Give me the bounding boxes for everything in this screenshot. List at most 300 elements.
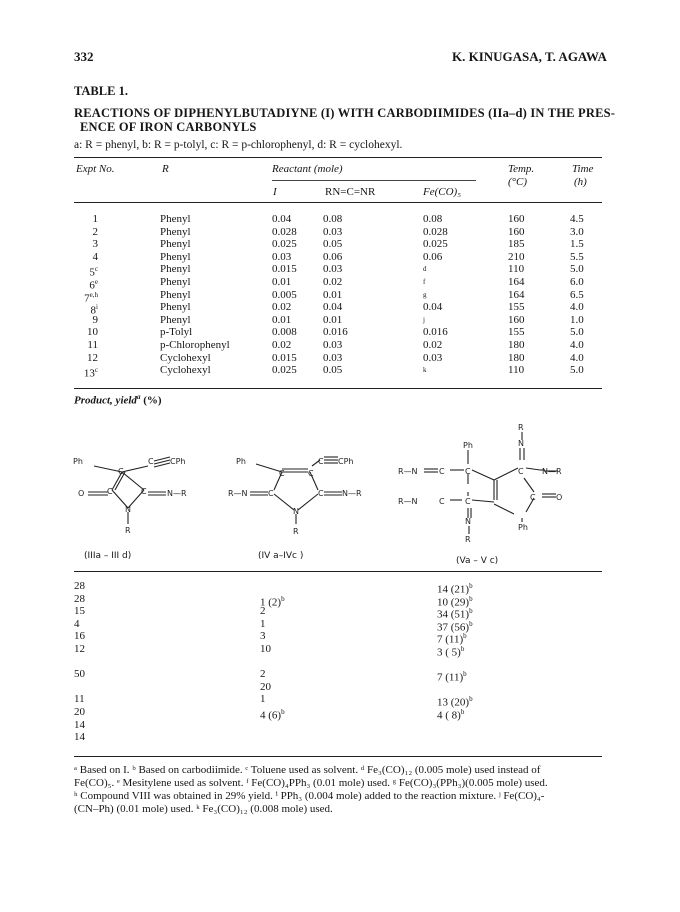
table-row-fe	[423, 263, 448, 276]
table-row-r-text: Phenyl	[160, 213, 191, 225]
svg-text:CPh: CPh	[338, 457, 354, 466]
table-row-time	[570, 276, 584, 289]
table-row-i-text: 0.02	[272, 338, 292, 351]
top-rule	[74, 157, 602, 158]
table-row-rncnr-text: 0.02	[323, 275, 343, 288]
yield-row-IV-text: 10	[260, 642, 271, 655]
table-row-i-text: 0.025	[272, 364, 297, 377]
yield-row-III	[74, 630, 85, 643]
footnote-line2: Fe(CO)₅. ᵉ Mesitylene used as solvent. ᶠ Fe(CO)₄PPh₃ (0.01 mole) used. ᵍ Fe(CO)₃(PPh₃)(0.005 mole) used.	[74, 777, 548, 789]
yield-row-IV	[260, 580, 285, 593]
svg-text:C: C	[465, 497, 471, 506]
table-row-fe: 0.028	[423, 225, 448, 238]
table-row-temp-text: 160	[508, 213, 525, 225]
yield-row-III	[74, 643, 85, 656]
table-row-temp-text: 110	[508, 364, 525, 377]
structure-IV-label: (IV a–IVc )	[258, 551, 304, 561]
yield-row-III-text: 14	[74, 731, 85, 744]
table-row-time-text: 6.5	[570, 288, 584, 301]
yield-row-IV-text: 1 (2)	[260, 596, 282, 609]
svg-text:R: R	[465, 535, 471, 544]
svg-text:C: C	[148, 457, 154, 466]
table-row-i	[272, 314, 297, 327]
table-row-temp	[508, 352, 525, 365]
table-row-expt-sup: c	[94, 265, 98, 274]
yield-row-IV-text: 1	[260, 617, 266, 630]
table-row-expt-text: 13	[83, 367, 95, 380]
table-row-rncnr	[323, 238, 348, 251]
svg-text:N—R: N—R	[167, 489, 187, 498]
yield-row-III	[74, 668, 85, 681]
product-label-sup: a	[136, 393, 141, 401]
table-row-i	[272, 238, 297, 251]
table-row-expt	[74, 213, 98, 226]
table-row-rncnr-text: 0.05	[323, 364, 343, 377]
svg-text:C: C	[465, 467, 471, 476]
svg-text:O: O	[556, 493, 563, 502]
table-row-time	[570, 251, 584, 264]
svg-text:R: R	[293, 527, 299, 536]
table-row-r	[160, 238, 230, 251]
table-row-i	[272, 364, 297, 377]
table-row-time-text: 4.0	[570, 301, 584, 314]
table-row-expt-text: 7	[84, 292, 90, 305]
column-rncnr-values	[323, 213, 348, 377]
table-row-rncnr-text: 0.03	[323, 225, 343, 238]
table-row-i-text: 0.005	[272, 288, 297, 301]
yield-row-IV-text: 1	[260, 693, 266, 706]
table-row-expt	[74, 251, 98, 264]
table-row-time	[570, 326, 584, 339]
table-row-temp-text: 180	[508, 338, 525, 351]
table-label: TABLE 1.	[74, 84, 128, 98]
yield-row-III-text: 28	[74, 580, 85, 592]
yield-row-IV	[260, 643, 285, 656]
svg-text:C: C	[518, 467, 524, 476]
table-row-i-text: 0.025	[272, 238, 297, 251]
product-label-unit: (%)	[143, 394, 162, 407]
yield-row-V-text: 13 (20)	[437, 697, 470, 709]
svg-text:C: C	[530, 493, 536, 502]
table-row-r-text: p-Chlorophenyl	[160, 338, 230, 351]
table-row-temp-text: 155	[508, 326, 525, 339]
svg-text:C: C	[141, 487, 147, 496]
table-row-time	[570, 263, 584, 276]
yield-row-III	[74, 605, 85, 618]
table-row-rncnr	[323, 364, 348, 377]
svg-text:N: N	[293, 507, 299, 516]
table-row-expt	[74, 326, 98, 339]
table-row-i-text: 0.04	[272, 213, 292, 225]
yield-row-IV-text: 2	[260, 605, 266, 618]
table-row-expt-text: 2	[92, 225, 98, 238]
structure-III	[70, 440, 200, 540]
svg-text:N—R: N—R	[342, 489, 362, 498]
col-fe: Fe(CO)₅	[423, 186, 462, 198]
yield-row-V-text: 7 (11)	[437, 671, 464, 684]
table-row-temp	[508, 326, 525, 339]
body-rule	[74, 388, 602, 389]
column-temp-values	[508, 213, 525, 377]
table-row-temp	[508, 226, 525, 239]
table-row-rncnr-text: 0.016	[323, 326, 348, 339]
table-row-r-text: Phenyl	[160, 288, 191, 301]
bottom-rule	[74, 756, 602, 757]
table-row-r-text: Phenyl	[160, 225, 191, 238]
table-row-fe: 0.04	[423, 301, 443, 314]
yield-row-V	[437, 693, 473, 709]
table-row-temp	[508, 301, 525, 314]
table-row-i	[272, 263, 297, 276]
yield-row-III-text: 28	[74, 592, 85, 605]
yield-row-III-text: 12	[74, 642, 85, 655]
table-row-i	[272, 352, 297, 365]
table-row-rncnr	[323, 251, 348, 264]
table-row-expt-text: 4	[92, 250, 98, 263]
table-row-expt	[74, 314, 98, 327]
yield-row-V-sup: b	[463, 632, 467, 641]
table-row-temp-text: 164	[508, 288, 525, 301]
table-row-r	[160, 289, 230, 302]
table-row-rncnr	[323, 314, 348, 327]
table-row-r-text: Cyclohexyl	[160, 351, 211, 364]
yield-row-III-text: 4	[74, 617, 80, 630]
table-row-i	[272, 339, 297, 352]
yield-row-IV-text: 20	[260, 680, 271, 693]
svg-text:O: O	[78, 489, 85, 498]
table-row-i	[272, 213, 297, 226]
footnote-line4: (CN–Ph) (0.01 mole) used. ᵏ Fe₃(CO)₁₂ (0.008 mole) used.	[74, 803, 333, 815]
page-number: 332	[74, 49, 94, 64]
reactant-subrule	[272, 180, 476, 181]
yield-row-IV-text: 3	[260, 630, 266, 643]
table-row-rncnr-text: 0.06	[323, 250, 343, 263]
yield-row-IV	[260, 731, 285, 744]
table-row-i	[272, 226, 297, 239]
svg-text:N: N	[518, 439, 524, 448]
structures-rule	[74, 571, 602, 572]
table-row-expt	[74, 238, 98, 251]
col-expt-no: Expt No.	[76, 163, 115, 175]
table-title-line1: REACTIONS OF DIPHENYLBUTADIYNE (I) WITH CARBODIIMIDES (IIa–d) IN THE PRES-	[74, 106, 616, 120]
table-row-temp	[508, 314, 525, 327]
col-reactant: Reactant (mole)	[272, 163, 343, 175]
yield-row-V	[437, 580, 473, 596]
table-row-fe: 0.016	[423, 326, 448, 339]
table-row-temp	[508, 213, 525, 226]
table-row-rncnr-text: 0.04	[323, 301, 343, 314]
table-row-time-text: 3.0	[570, 225, 584, 238]
yield-row-III	[74, 593, 85, 606]
table-row-time-text: 4.0	[570, 351, 584, 364]
column-r-values	[160, 213, 230, 377]
table-row-r-text: Phenyl	[160, 313, 191, 326]
svg-text:C: C	[308, 469, 314, 478]
table-row-time	[570, 352, 584, 365]
yield-row-IV	[260, 630, 285, 643]
table-row-time	[570, 213, 584, 226]
table-row-time	[570, 314, 584, 327]
table-row-temp-text: 110	[508, 263, 525, 276]
yield-row-V	[437, 668, 473, 684]
svg-text:R—N: R—N	[398, 497, 418, 506]
product-label-text: Product, yield	[74, 394, 137, 407]
table-row-rncnr-text: 0.05	[323, 238, 343, 251]
table-row-r	[160, 326, 230, 339]
yield-row-V-sup: b	[469, 619, 473, 628]
substituent-legend: a: R = phenyl, b: R = p-tolyl, c: R = p-chlorophenyl, d: R = cyclohexyl.	[74, 139, 403, 151]
table-row-temp-text: 160	[508, 225, 525, 238]
svg-text:C: C	[318, 457, 324, 466]
yield-column-III	[74, 580, 85, 744]
table-row-r	[160, 314, 230, 327]
table-row-rncnr	[323, 213, 348, 226]
svg-text:C: C	[318, 489, 324, 498]
table-row-rncnr	[323, 276, 348, 289]
table-row-expt-sup: e	[94, 277, 98, 286]
svg-text:R—N: R—N	[228, 489, 248, 498]
column-expt-values	[74, 213, 98, 380]
table-row-r-text: Cyclohexyl	[160, 364, 211, 377]
yield-row-III-text: 14	[74, 718, 85, 731]
table-row-expt-sup: c	[94, 366, 98, 375]
yield-row-V-sup: b	[463, 670, 467, 679]
table-row-expt-text: 3	[92, 238, 98, 251]
table-row-i-text: 0.015	[272, 263, 297, 276]
table-row-fe	[423, 289, 448, 302]
table-row-rncnr	[323, 339, 348, 352]
table-row-rncnr-text: 0.03	[323, 351, 343, 364]
table-row-temp-text: 185	[508, 238, 525, 251]
structure-V-label: (Va – V c)	[456, 556, 499, 566]
yield-row-III-text: 15	[74, 605, 85, 618]
table-row-r	[160, 263, 230, 276]
table-row-i-text: 0.01	[272, 275, 292, 288]
table-row-temp	[508, 289, 525, 302]
yield-row-III-text: 16	[74, 630, 85, 643]
yield-row-V-sup: b	[460, 707, 465, 716]
yield-row-V-text: 7 (11)	[437, 634, 464, 647]
yield-row-IV	[260, 668, 285, 681]
svg-text:R: R	[125, 526, 131, 535]
table-row-expt-text: 8	[90, 304, 97, 317]
col-temp-unit: (°C)	[508, 176, 528, 188]
yield-row-V	[437, 593, 473, 609]
yield-row-V-text: 3 ( 5)	[437, 646, 461, 659]
footnote-line1: ᵃ Based on I. ᵇ Based on carbodiimide. ᶜ Toluene used as solvent. ᵈ Fe₃(CO)₁₂ (0.005 mole) used instead of	[74, 764, 541, 776]
yield-row-V-text: 10 (29)	[437, 596, 470, 609]
table-row-rncnr	[323, 352, 348, 365]
table-row-time	[570, 289, 584, 302]
yield-row-V-sup: b	[469, 582, 473, 590]
yield-row-IV	[260, 593, 285, 609]
svg-text:R—N: R—N	[398, 467, 418, 476]
table-row-temp-text: 160	[508, 313, 525, 326]
table-row-fe	[423, 314, 448, 327]
table-row-rncnr-text: 0.01	[323, 313, 343, 326]
table-row-fe-sup: k	[423, 366, 427, 375]
yield-column-V	[437, 580, 473, 744]
table-row-rncnr	[323, 301, 348, 314]
table-row-time-text: 1.0	[570, 313, 584, 326]
col-i: I	[273, 186, 277, 198]
table-row-expt-sup: e,h	[89, 290, 98, 299]
svg-text:C: C	[279, 469, 285, 478]
table-row-fe: 0.03	[423, 351, 443, 364]
table-row-fe	[423, 276, 448, 289]
yield-row-III-text: 20	[74, 705, 85, 718]
table-row-r-text: Phenyl	[160, 250, 191, 263]
svg-text:R: R	[518, 423, 524, 432]
table-row-temp-text: 164	[508, 275, 525, 288]
yield-row-IV	[260, 618, 285, 631]
table-row-i	[272, 251, 297, 264]
table-row-r-text: Phenyl	[160, 238, 191, 251]
table-row-i-text: 0.028	[272, 225, 297, 238]
table-row-i-text: 0.02	[272, 301, 292, 314]
footnote-line3: ʰ Compound VIII was obtained in 29% yield. ⁱ PPh₃ (0.004 mole) added to the reaction mixture. ʲ Fe(CO)₄-	[74, 790, 545, 802]
table-row-expt-text: 9	[92, 313, 98, 326]
table-row-time-text: 5.0	[570, 326, 584, 339]
table-row-expt-text: 6	[89, 279, 95, 292]
yield-row-V	[437, 731, 473, 744]
svg-text:N: N	[125, 505, 131, 514]
yield-row-V	[437, 643, 473, 659]
table-row-time	[570, 238, 584, 251]
svg-text:Ph: Ph	[73, 457, 83, 466]
table-row-temp	[508, 276, 525, 289]
table-row-expt	[74, 364, 98, 380]
table-row-i-text: 0.03	[272, 250, 292, 263]
yield-row-III	[74, 656, 85, 669]
table-row-temp-text: 210	[508, 250, 525, 263]
table-row-time-text: 4.0	[570, 338, 584, 351]
table-row-expt-text: 5	[89, 267, 95, 280]
header-rule	[74, 202, 602, 203]
svg-text:C: C	[107, 487, 113, 496]
table-row-r-text: Phenyl	[160, 263, 191, 276]
yield-row-III	[74, 706, 85, 719]
table-row-r-text: Phenyl	[160, 301, 191, 314]
structure-IV	[228, 440, 368, 540]
table-row-time	[570, 301, 584, 314]
col-r: R	[162, 163, 169, 175]
svg-text:C: C	[439, 497, 445, 506]
svg-text:C: C	[439, 467, 445, 476]
table-row-r	[160, 226, 230, 239]
table-row-time-text: 5.5	[570, 250, 584, 263]
table-row-r	[160, 339, 230, 352]
table-row-rncnr-text: 0.03	[323, 263, 343, 276]
product-yield-label	[74, 393, 162, 407]
svg-text:C: C	[268, 489, 274, 498]
table-row-i-text: 0.008	[272, 326, 297, 339]
table-row-fe	[423, 364, 448, 377]
table-row-r	[160, 251, 230, 264]
yield-row-V-text: 37 (56)	[437, 621, 470, 634]
yield-row-V-text: 34 (51)	[437, 608, 470, 621]
svg-text:Ph: Ph	[518, 523, 528, 532]
yield-row-V-sup: b	[460, 644, 465, 653]
running-head-authors: K. KINUGASA, T. AGAWA	[452, 49, 607, 64]
yield-row-III	[74, 618, 85, 631]
table-row-temp	[508, 339, 525, 352]
table-row-fe-sup: d	[423, 265, 427, 274]
yield-row-V-sup: b	[469, 695, 473, 704]
yield-row-III	[74, 693, 85, 706]
table-row-temp-text: 155	[508, 301, 525, 314]
yield-row-III	[74, 731, 85, 744]
table-title-line2: ENCE OF IRON CARBONYLS	[80, 120, 257, 134]
yield-row-IV-sup: b	[281, 594, 285, 603]
table-row-fe: 0.08	[423, 213, 443, 225]
table-row-i	[272, 276, 297, 289]
table-row-time-text: 4.5	[570, 213, 584, 225]
table-row-temp	[508, 238, 525, 251]
table-row-temp	[508, 251, 525, 264]
structure-V	[394, 422, 574, 552]
table-row-expt	[74, 263, 98, 280]
table-row-time-text: 5.0	[570, 263, 584, 276]
svg-text:N: N	[465, 517, 471, 526]
table-row-expt	[74, 276, 98, 292]
table-row-fe-sup: j	[423, 315, 425, 324]
yield-row-IV-text: 4 (6)	[260, 709, 282, 722]
yield-row-V-sup: b	[469, 594, 473, 603]
table-row-time	[570, 226, 584, 239]
table-row-fe: 0.06	[423, 250, 443, 263]
table-row-i-text: 0.015	[272, 351, 297, 364]
table-row-expt-sup: i	[96, 303, 98, 312]
table-row-expt	[74, 339, 98, 352]
table-row-expt-text: 1	[92, 213, 98, 225]
yield-row-V	[437, 618, 473, 634]
col-time-unit: (h)	[574, 176, 587, 188]
col-temp: Temp.	[508, 163, 535, 175]
table-row-rncnr-text: 0.01	[323, 288, 343, 301]
yield-row-IV	[260, 681, 285, 694]
table-row-rncnr-text: 0.03	[323, 338, 343, 351]
structure-III-label: (IIIa – III d)	[84, 551, 132, 561]
table-row-fe-sup: g	[423, 290, 427, 299]
table-row-time	[570, 364, 584, 377]
table-row-r	[160, 352, 230, 365]
yield-row-V-text: 4 ( 8)	[437, 709, 461, 722]
table-row-rncnr	[323, 289, 348, 302]
yield-row-V-text: 14 (21)	[437, 583, 470, 596]
table-row-expt-text: 10	[87, 326, 98, 339]
column-i-values	[272, 213, 297, 377]
table-row-rncnr-text: 0.08	[323, 213, 343, 225]
svg-text:C: C	[118, 467, 124, 476]
table-row-expt	[74, 352, 98, 365]
table-row-r	[160, 276, 230, 289]
table-row-time-text: 6.0	[570, 275, 584, 288]
table-row-expt-text: 12	[87, 351, 98, 364]
yield-row-III-text: 11	[74, 693, 85, 706]
col-time: Time	[572, 163, 594, 175]
yield-row-IV-sup: b	[281, 707, 285, 716]
table-row-temp-text: 180	[508, 351, 525, 364]
table-row-fe: 0.02	[423, 338, 443, 351]
yield-row-IV	[260, 656, 285, 669]
table-row-rncnr	[323, 226, 348, 239]
table-row-r	[160, 213, 230, 226]
table-row-expt	[74, 226, 98, 239]
yield-row-III	[74, 580, 85, 593]
svg-text:Ph: Ph	[463, 441, 473, 450]
table-row-expt	[74, 289, 98, 305]
